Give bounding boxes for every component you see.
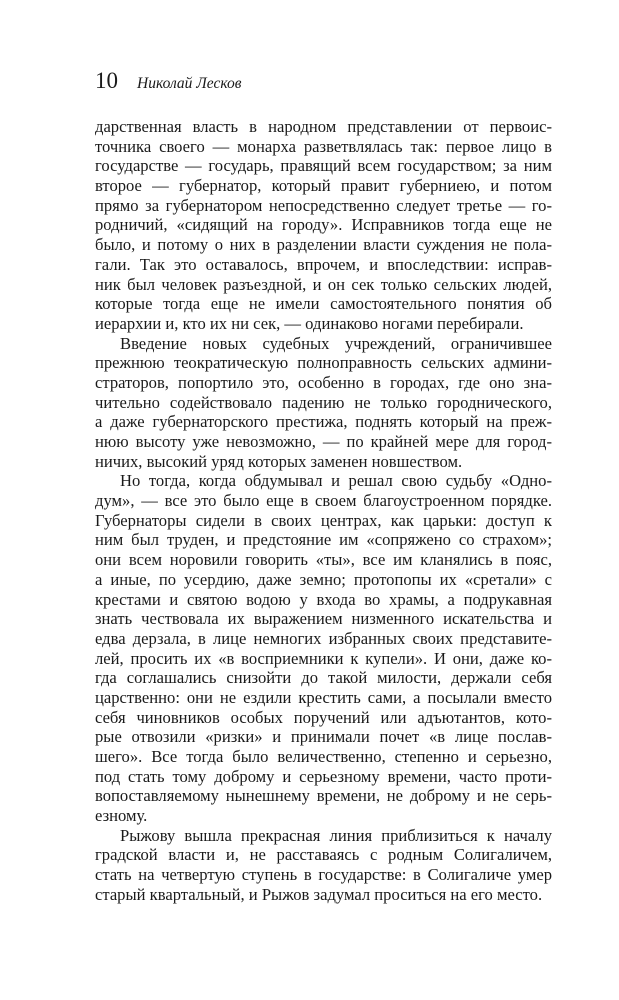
paragraph <box>95 826 552 905</box>
text-line: второе — губернатор, который правит губерниею, и потом <box>95 176 552 196</box>
text-line: иерархии и, кто их ни сек, — одинаково ногами перебирали. <box>95 313 524 333</box>
paragraph <box>95 117 552 334</box>
text-line: едва дерзала, в лице немногих избранных своих представите- <box>95 628 552 648</box>
text-line: лей, просить их «в восприемники к купели». И они, даже ко- <box>95 648 552 668</box>
text-line: нюю высоту уже невозможно, — по крайней мере для город- <box>95 432 552 451</box>
running-header-author: Николай Лесков <box>137 75 242 92</box>
text-line: страторов, попортило это, особенно в городах, где оно зна- <box>95 372 552 392</box>
text-line: царственно: они не ездили крестить сами, а посылали вместо <box>95 687 552 707</box>
text-line: ник был человек разъездной, и он сек только сельских людей, <box>95 274 552 294</box>
text-line: стать на четвертую ступень в государстве: в Солигаличе умер <box>95 865 552 885</box>
text-line: которые тогда еще не имели самостоятельного понятия об <box>95 294 552 314</box>
text-line: дум», — все это было еще в своем благоустроенном порядке. <box>95 491 552 511</box>
text-line: точника своего — монарха разветвлялась так: первое лицо в <box>95 136 552 156</box>
text-line: Губернаторы сидели в своих центрах, как царьки: доступ к <box>95 510 552 530</box>
text-line: градской власти и, не расставаясь с родным Солигаличем, <box>95 845 552 865</box>
text-line: шего». Все тогда было величественно, степенно и серьезно, <box>95 747 552 766</box>
text-line: чительно содействовало падению не только городнического, <box>95 392 552 412</box>
page-number: 10 <box>95 68 118 93</box>
text-line: ним был труден, и предстояние им «сопряжено со страхом»; <box>95 530 552 550</box>
paragraph <box>95 334 552 472</box>
text-line: ничих, высокий уряд которых заменен новшеством. <box>95 451 463 471</box>
text-line: Рыжову вышла прекрасная линия приблизиться к началу <box>120 825 552 845</box>
text-line: они всем норовили говорить «ты», все им кланялись в пояс, <box>95 550 552 570</box>
text-line: крестами и святою водою у входа во храмы, а подрукавная <box>95 589 552 609</box>
text-line: под стать тому доброму и серьезному времени, часто проти- <box>95 766 552 786</box>
text-line: старый квартальный, и Рыжов задумал проситься на его место. <box>95 884 543 904</box>
running-header <box>95 68 241 98</box>
text-line: Введение новых судебных учреждений, ограничившее <box>120 333 552 353</box>
text-line: вопоставляемому нынешнему времени, не доброму и не серь- <box>95 786 552 806</box>
body-text <box>95 117 552 905</box>
text-line: прямо за губернатором непосредственно следует третье — го- <box>95 195 552 215</box>
text-line: а иные, по усердию, даже земно; протопопы их «сретали» с <box>95 569 552 589</box>
text-line: прежнюю теократическую полноправность сельских админи- <box>95 353 552 373</box>
text-line: государстве — государь, правящий всем государством; за ним <box>95 156 552 176</box>
text-line: знать чествовала их выражением низменного искательства и <box>95 609 552 629</box>
text-line: а даже губернаторского престижа, поднять который на преж- <box>95 412 552 432</box>
text-line: гда соглашались снизойти до такой милости, держали себя <box>95 668 552 688</box>
paragraph <box>95 471 552 825</box>
text-line: Но тогда, когда обдумывал и решал свою судьбу «Одно- <box>120 471 552 491</box>
text-line: себя чиновников особых поручений или адъютантов, кото- <box>95 707 552 727</box>
text-line: было, и потому о них в разделении власти суждения не пола- <box>95 235 552 255</box>
text-line: родничий, «сидящий на городу». Исправников тогда еще не <box>95 215 552 235</box>
text-line: гали. Так это оставалось, впрочем, и впоследствии: исправ- <box>95 254 552 274</box>
text-line: езному. <box>95 806 148 826</box>
text-line: рые отвозили «ризки» и принимали почет «в лице послав- <box>95 727 552 747</box>
text-line: дарственная власть в народном представлении от первоис- <box>95 117 552 136</box>
